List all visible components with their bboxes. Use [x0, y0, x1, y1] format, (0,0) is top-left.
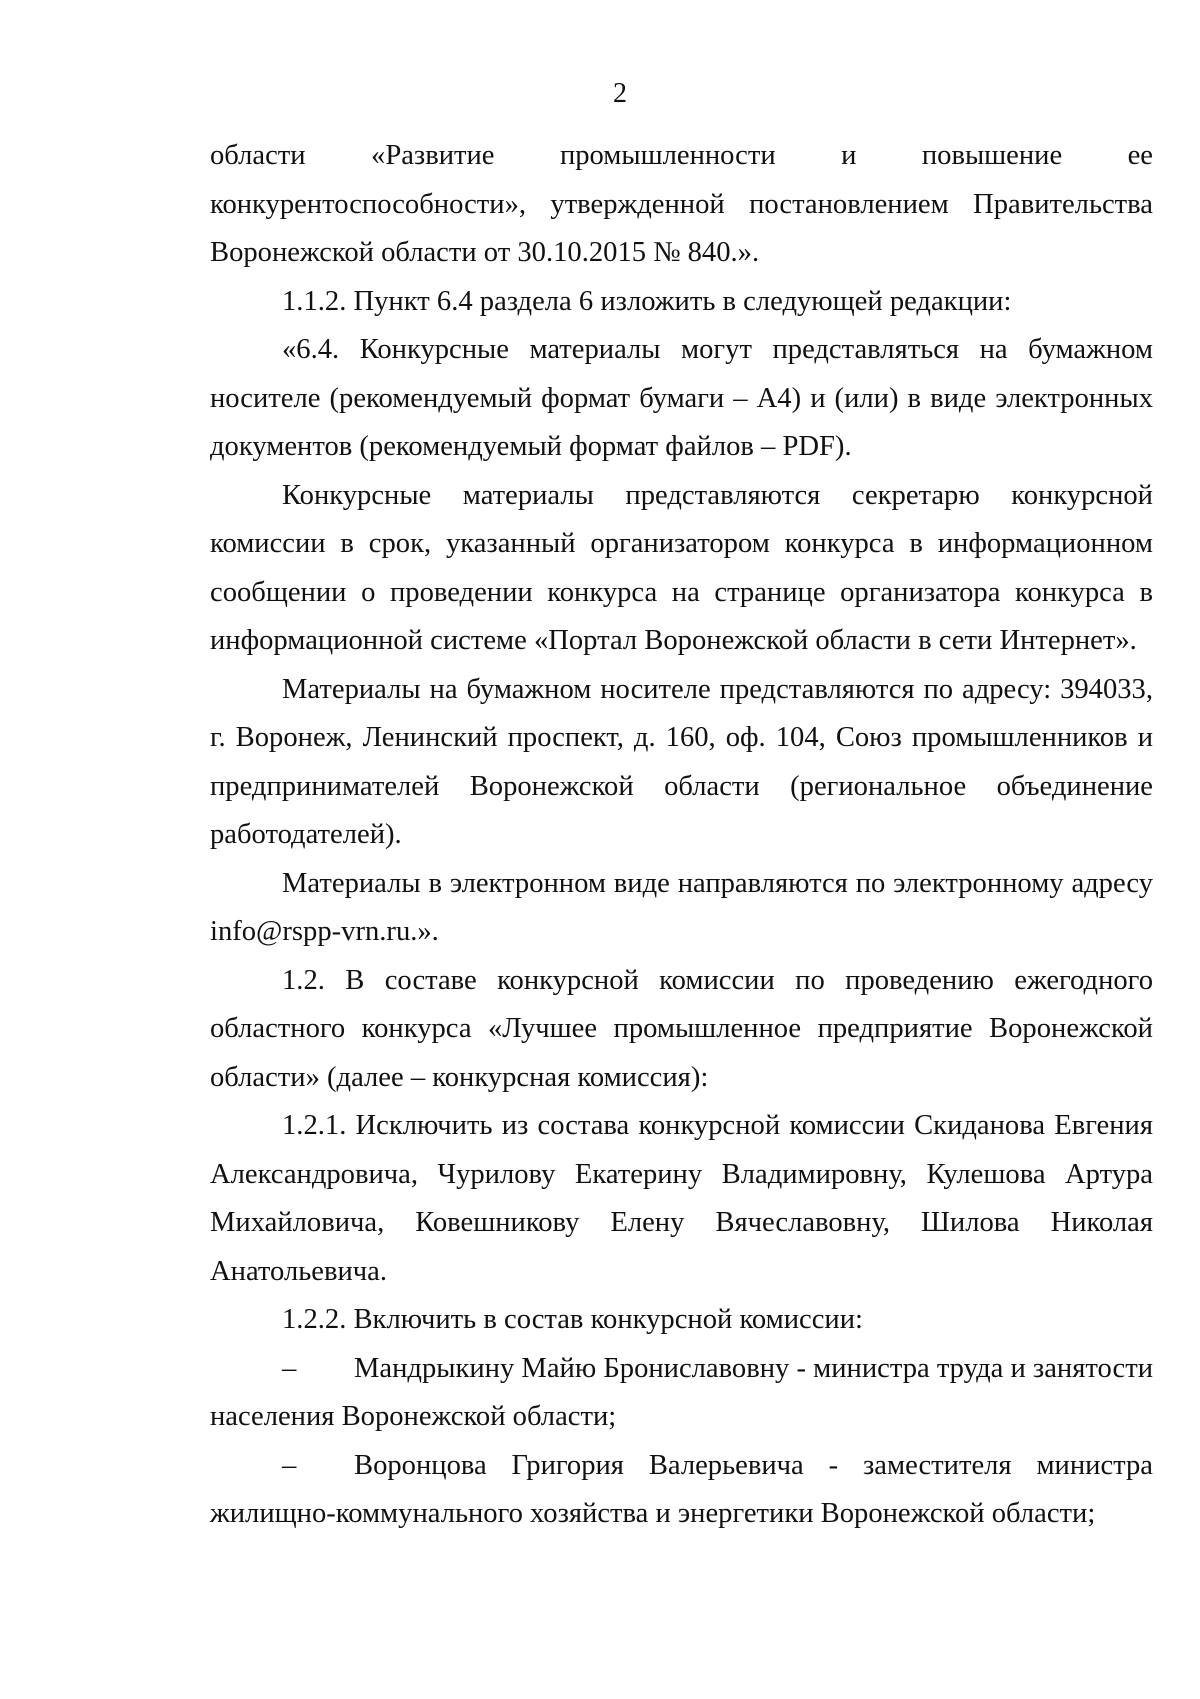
paragraph-1-2: 1.2. В составе конкурсной комиссии по проведению ежегодного областного конкурса «Лучшее промышленное предприятие Воронежской области» (далее – конкурсная комиссия):: [210, 964, 1153, 1093]
paragraph-submission-deadline: Конкурсные материалы представляются секретарю конкурсной комиссии в срок, указанный организатором конкурса в информационном сообщении о проведении конкурса на странице организатора конкурса в информационной системе «Портал Воронежской области в сети Интернет».: [210, 479, 1153, 656]
paragraph-1-1-2: 1.1.2. Пункт 6.4 раздела 6 изложить в следующей редакции:: [282, 285, 1012, 317]
document-body: [210, 132, 1153, 1539]
list-item-text: Мандрыкину Майю Брониславовну - министра труда и занятости населения Воронежской области;: [210, 1352, 1153, 1432]
paragraph-program-reference: области «Развитие промышленности и повышение ее конкурентоспособности», утвержденной постановлением Правительства Воронежской области от 30.10.2015 № 840.».: [210, 140, 1153, 268]
list-item: [210, 1345, 1153, 1442]
list-dash: –: [282, 1449, 297, 1481]
paragraph-6-4: «6.4. Конкурсные материалы могут представляться на бумажном носителе (рекомендуемый формат бумаги – А4) и (или) в виде электронных документов (рекомендуемый формат файлов – PDF).: [210, 334, 1153, 462]
paragraph-paper-address: Материалы на бумажном носителе представляются по адресу: 394033, г. Воронеж, Ленинский проспект, д. 160, оф. 104, Союз промышленников и предпринимателей Воронежской области (региональное объединение работодателей).: [210, 673, 1153, 850]
list-item: [210, 1442, 1153, 1539]
page-number: 2: [613, 78, 627, 109]
list-item-text: Воронцова Григория Валерьевича - заместителя министра жилищно-коммунального хозяйства и энергетики Воронежской области;: [210, 1449, 1153, 1529]
paragraph-email-address: Материалы в электронном виде направляются по электронному адресу info@rspp-vrn.ru.».: [210, 867, 1153, 947]
paragraph-1-2-1: 1.2.1. Исключить из состава конкурсной комиссии Скиданова Евгения Александровича, Чурилову Екатерину Владимировну, Кулешова Артура Михайловича, Ковешникову Елену Вячеславовну, Шилова Николая Анатольевича.: [210, 1110, 1153, 1287]
list-dash: –: [282, 1352, 297, 1384]
paragraph-1-2-2: 1.2.2. Включить в состав конкурсной комиссии:: [282, 1304, 863, 1335]
